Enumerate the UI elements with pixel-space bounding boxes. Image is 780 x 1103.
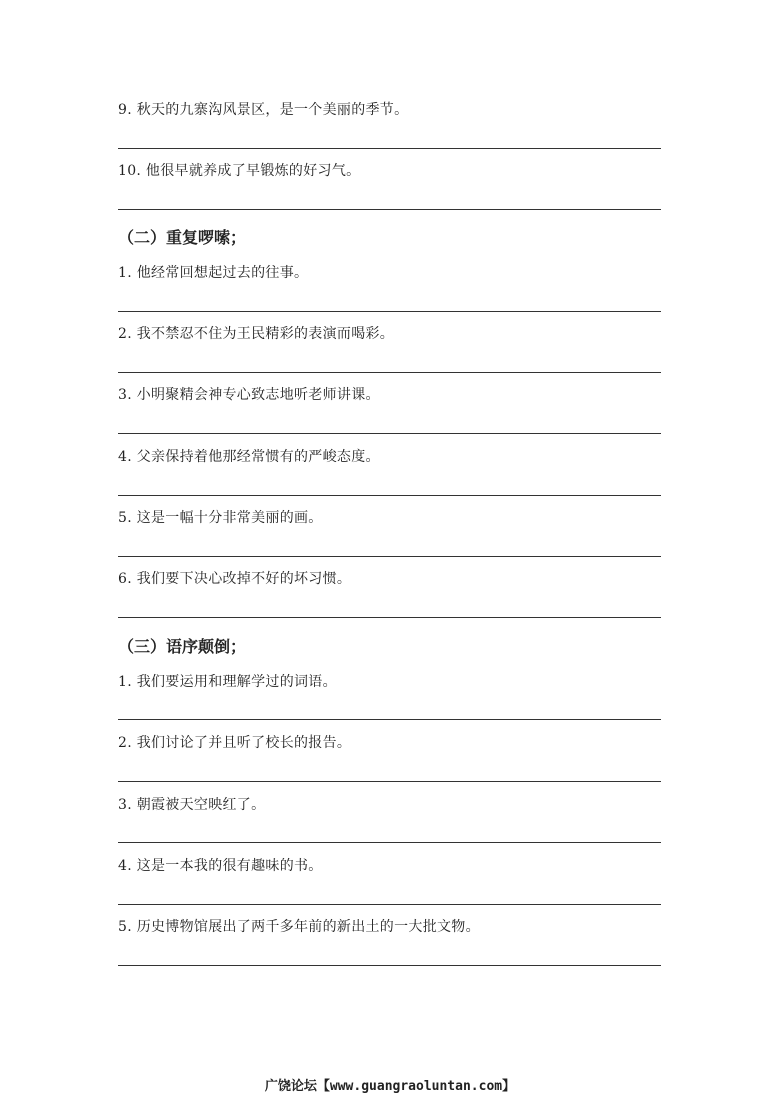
answer-line [118,209,661,210]
answer-line [118,556,661,557]
page-footer [0,1075,780,1094]
question-item: 3. 朝霞被天空映红了。 [118,797,266,813]
answer-line [118,617,661,618]
answer-line [118,719,661,720]
question-item: 4. 这是一本我的很有趣味的书。 [118,858,323,874]
answer-line [118,904,661,905]
answer-line [118,311,661,312]
answer-line [118,372,661,373]
section-heading: （三）语序颠倒； [118,637,247,656]
question-item: 1. 他经常回想起过去的往事。 [118,265,309,281]
section-heading: （二）重复啰嗦； [118,228,247,247]
answer-line [118,842,661,843]
question-item: 1. 我们要运用和理解学过的词语。 [118,674,337,690]
question-item: 4. 父亲保持着他那经常惯有的严峻态度。 [118,449,380,465]
answer-line [118,495,661,496]
question-item: 9. 秋天的九寨沟风景区，是一个美丽的季节。 [118,102,409,118]
answer-line [118,148,661,149]
answer-line [118,965,661,966]
question-item: 2. 我们讨论了并且听了校长的报告。 [118,735,352,751]
answer-line [118,433,661,434]
question-item: 10. 他很早就养成了早锻炼的好习气。 [118,163,361,179]
question-item: 3. 小明聚精会神专心致志地听老师讲课。 [118,387,380,403]
footer-url[interactable]: 【www.guangraoluntan.com】 [316,1079,516,1094]
footer-site-name: 广饶论坛 [264,1079,317,1094]
question-item: 2. 我不禁忍不住为王民精彩的表演而喝彩。 [118,326,395,342]
question-item: 6. 我们要下决心改掉不好的坏习惯。 [118,571,352,587]
question-item: 5. 这是一幅十分非常美丽的画。 [118,510,323,526]
question-item: 5. 历史博物馆展出了两千多年前的新出土的一大批文物。 [118,919,480,935]
answer-line [118,781,661,782]
